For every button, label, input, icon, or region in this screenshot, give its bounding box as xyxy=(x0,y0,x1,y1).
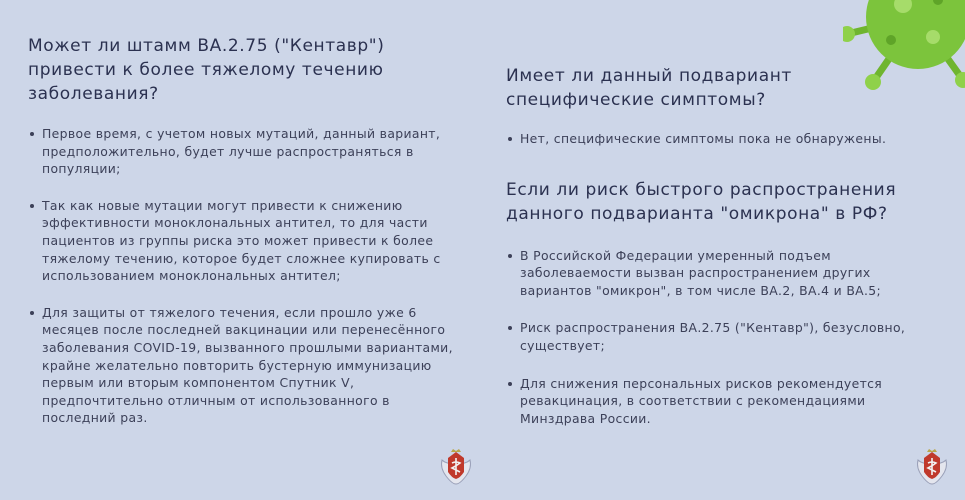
right-heading-spread-risk: Если ли риск быстрого распространения данного подварианта "омикрона" в РФ? xyxy=(506,179,897,224)
list-item: Так как новые мутации могут привести к снижению эффективности моноклональных антител, то для части пациентов из группы риска это может привести к более тяжелому течению, которое будет сложнее купировать с использованием моноклональных антител; xyxy=(28,197,468,285)
list-item: Для снижения персональных рисков рекомендуется ревакцинация, в соответствии с рекомендациями Минздрава России. xyxy=(506,375,936,428)
right-column xyxy=(506,64,936,427)
list-item: Риск распространения ВА.2.75 ("Кентавр"), безусловно, существует; xyxy=(506,319,936,354)
left-column xyxy=(28,34,468,427)
list-item: В Российской Федерации умеренный подъем заболеваемости вызван распространением других вариантов "омикрон", в том числе ВА.2, ВА.4 и ВА.5; xyxy=(506,247,936,300)
left-bullet-list xyxy=(28,125,468,427)
list-item: Для защиты от тяжелого течения, если прошло уже 6 месяцев после последней вакцинации или перенесённого заболевания COVID-19, вызванного прошлыми вариантами, крайне желательно повторить бустерную иммунизацию первым или вторым компонентом Спутник V, предпочтительно отличным от использованного в последний раз. xyxy=(28,304,468,427)
right-heading-symptoms: Имеет ли данный подвариант специфические симптомы? xyxy=(506,66,792,110)
list-item: Нет, специфические симптомы пока не обнаружены. xyxy=(506,130,936,148)
ministry-emblem-icon xyxy=(914,446,950,486)
ministry-emblem-icon xyxy=(438,446,474,486)
list-item: Первое время, с учетом новых мутаций, данный вариант, предположительно, будет лучше распространяться в популяции; xyxy=(28,125,468,178)
spread-risk-bullet-list xyxy=(506,247,936,428)
left-heading: Может ли штамм ВА.2.75 ("Кентавр") привести к более тяжелому течению заболевания? xyxy=(28,36,385,104)
symptoms-bullet-list xyxy=(506,130,936,148)
